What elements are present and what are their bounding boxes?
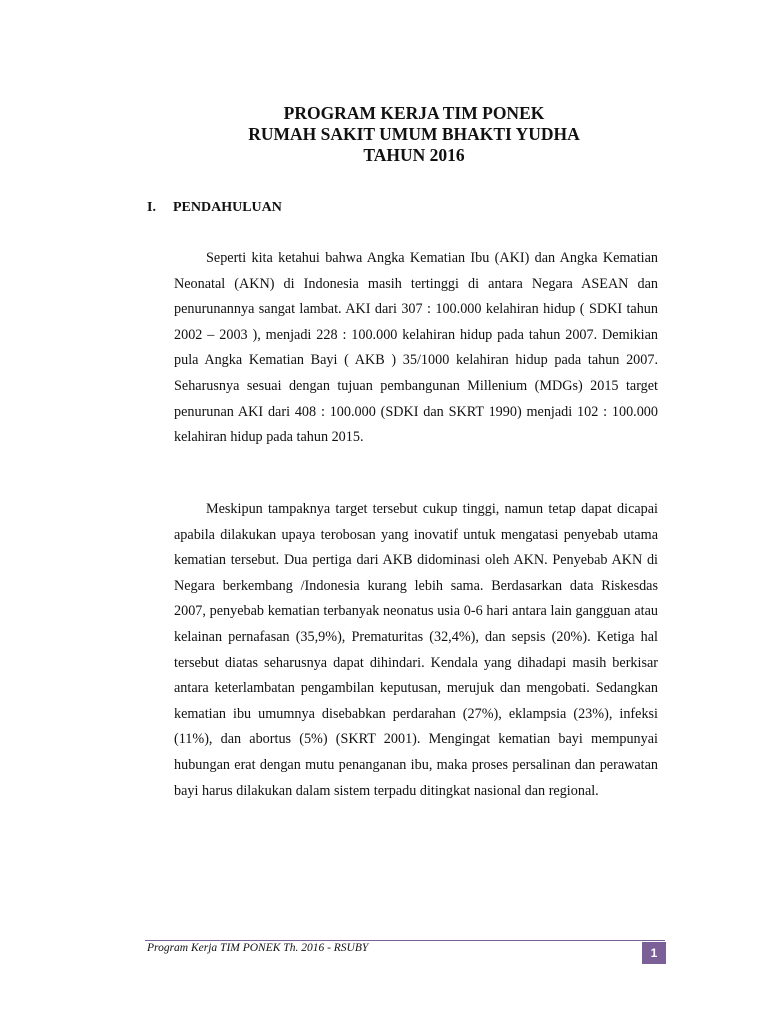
section-number: I. bbox=[147, 200, 156, 215]
section-heading bbox=[147, 199, 282, 217]
title-line-program: PROGRAM KERJA TIM PONEK bbox=[283, 103, 545, 123]
document-title bbox=[0, 103, 768, 166]
paragraph-intro: Seperti kita ketahui bahwa Angka Kematian Ibu (AKI) dan Angka Kematian Neonatal (AKN) di Indonesia masih tertinggi di antara Negara ASEAN dan penurunannya sangat lambat. AKI dari 307 : 100.000 kelahiran hidup ( SDKI tahun 2002 – 2003 ), menjadi 228 : 100.000 kelahiran hidup pada tahun 2007. Demikian pula Angka Kematian Bayi ( AKB ) 35/1000 kelahiran hidup pada tahun 2007. Seharusnya sesuai dengan tujuan pembangunan Millenium (MDGs) 2015 target penurunan AKI dari 408 : 100.000 (SDKI dan SKRT 1990) menjadi 102 : 100.000 kelahiran hidup pada tahun 2015. bbox=[174, 250, 658, 446]
section-title: PENDAHULUAN bbox=[173, 200, 282, 215]
page-number-badge: 1 bbox=[642, 942, 666, 964]
title-line-hospital: RUMAH SAKIT UMUM BHAKTI YUDHA bbox=[248, 124, 580, 144]
footer-text: Program Kerja TIM PONEK Th. 2016 - RSUBY bbox=[147, 942, 369, 954]
paragraph-causes: Meskipun tampaknya target tersebut cukup tinggi, namun tetap dapat dicapai apabila dilakukan upaya terobosan yang inovatif untuk mengatasi penyebab utama kematian tersebut. Dua pertiga dari AKB didominasi oleh AKN. Penyebab AKN di Negara berkembang /Indonesia kurang lebih sama. Berdasarkan data Riskesdas 2007, penyebab kematian terbanyak neonatus usia 0-6 hari antara lain gangguan atau kelainan pernafasan (35,9%), Prematuritas (32,4%), dan sepsis (20%). Ketiga hal tersebut diatas seharusnya dapat dihindari. Kendala yang dihadapi masih berkisar antara keterlambatan pengambilan keputusan, merujuk dan mengobati. Sedangkan kematian ibu umumnya disebabkan perdarahan (27%), eklampsia (23%), infeksi (11%), dan abortus (5%) (SKRT 2001). Mengingat kematian bayi mempunyai hubungan erat dengan mutu penanganan ibu, maka proses persalinan dan perawatan bayi harus dilakukan dalam sistem terpadu ditingkat nasional dan regional. bbox=[174, 501, 658, 799]
title-line-year: TAHUN 2016 bbox=[363, 145, 465, 165]
